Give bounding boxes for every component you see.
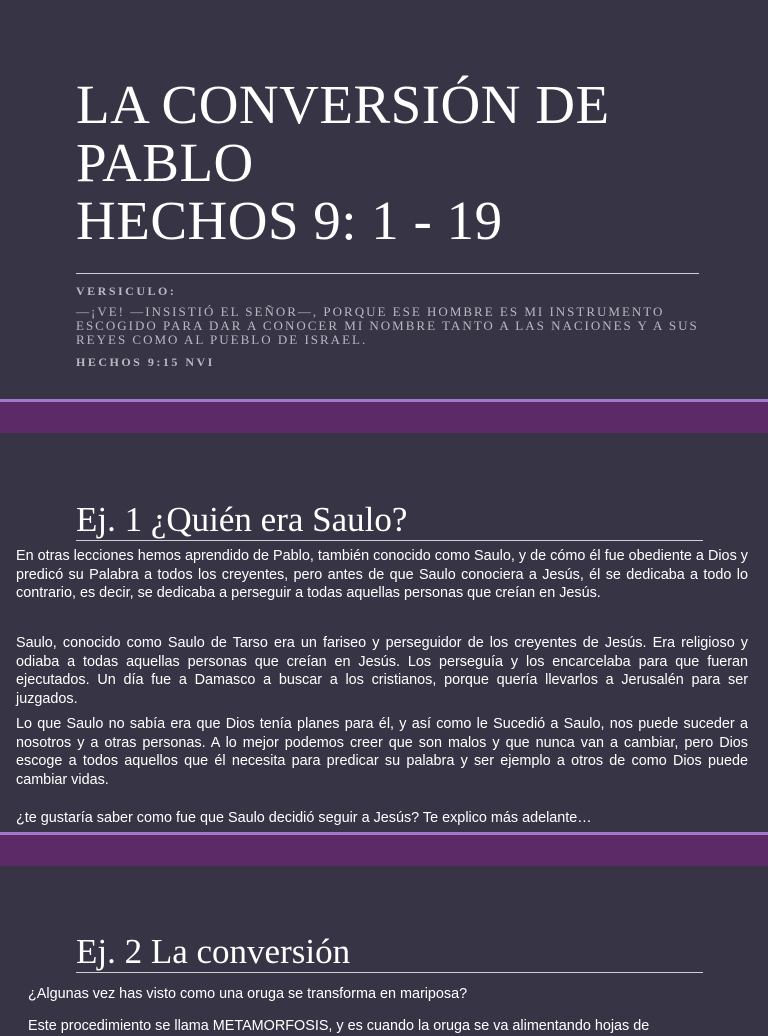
title-line-1: LA CONVERSIÓN DE [76,74,610,135]
content-slide-1 [0,433,768,834]
verse-text: —¡VE! —INSISTIÓ EL SEÑOR—, PORQUE ESE HOMBRE ES MI INSTRUMENTO ESCOGIDO PARA DAR A CONOCER MI NOMBRE TANTO A LAS NACIONES Y A SUS REYES COMO AL PUEBLO DE ISRAEL. [76,304,699,347]
heading-underline [76,540,703,541]
slide-heading: Ej. 2 La conversión [76,932,351,971]
paragraph-4: ¿te gustaría saber como fue que Saulo decidió seguir a Jesús? Te explico más adelante… [16,810,592,826]
title-line-2: PABLO [76,132,254,193]
slide-divider [0,832,768,866]
slide-divider [0,399,768,433]
paragraph-1: En otras lecciones hemos aprendido de Pablo, también conocido como Saulo, y de cómo él fue obediente a Dios y predicó su Palabra a todos los creyentes, pero antes de que Saulo conociera a Jesús, él se dedicaba a todo lo contrario, es decir, se dedicaba a perseguir a todas aquellas personas que creían en Jesús. [16,548,748,601]
paragraph-2: Este procedimiento se llama METAMORFOSIS, y es cuando la oruga se va alimentando hojas de [28,1018,650,1034]
title-slide [0,0,768,401]
paragraph-1: ¿Algunas vez has visto como una oruga se transforma en mariposa? [28,986,468,1002]
paragraph-2: Saulo, conocido como Saulo de Tarso era un fariseo y perseguidor de los creyentes de Jesús. Era religioso y odiaba a todas aquellas personas que creían en Jesús. Los perseguía y los encarcelaba para que fueran ejecutados. Un día fue a Damasco a buscar a los cristianos, porque quería llevarlos a Jerusalén para ser juzgados. [16,635,748,707]
slide-heading: Ej. 1 ¿Quién era Saulo? [76,500,408,539]
heading-underline [76,972,703,973]
content-slide-2 [0,866,768,1034]
presentation-title [76,76,610,250]
verse-reference: HECHOS 9:15 NVI [76,355,215,369]
paragraph-3: Lo que Saulo no sabía era que Dios tenía planes para él, y así como le Sucedió a Saulo, nos puede suceder a nosotros y a otras personas. A lo mejor podemos creer que son malos y que nunca van a cambiar, pero Dios escoge a todos aquellos que él necesita para predicar su palabra y ser ejemplo a otros de como Dios puede cambiar vidas. [16,716,748,788]
title-line-3: HECHOS 9: 1 - 19 [76,190,503,251]
verse-block [76,284,706,370]
verse-label: VERSICULO: [76,284,177,298]
title-underline [76,273,699,274]
